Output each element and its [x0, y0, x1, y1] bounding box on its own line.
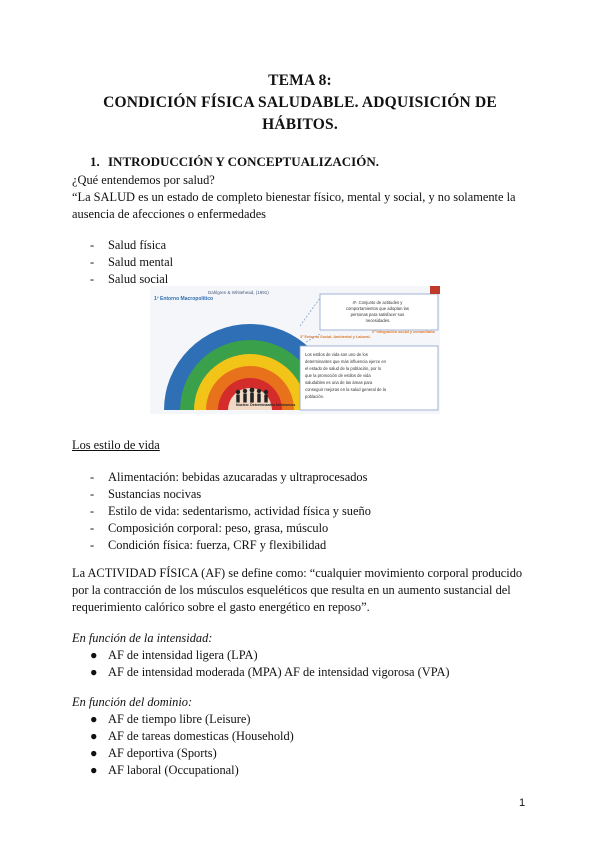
- af-definition-line-1: La ACTIVIDAD FÍSICA (AF) se define como: “cualquier movimiento corporal producido: [72, 566, 523, 580]
- list-item: - Composición corporal: peso, grasa, músculo: [90, 521, 329, 535]
- list-item: ● AF de intensidad moderada (MPA) AF de intensidad vigorosa (VPA): [90, 665, 450, 679]
- list-item: - Alimentación: bebidas azucaradas y ultraprocesados: [90, 470, 368, 484]
- list-item-label: Salud física: [108, 238, 167, 252]
- env2-label: 2º Integración social y comunitaria: [372, 330, 435, 334]
- list-item: ● AF de tiempo libre (Leisure): [90, 712, 251, 726]
- list-item-label: Salud social: [108, 272, 169, 286]
- list-item: - Salud social: [90, 272, 169, 286]
- list-item-label: AF de tiempo libre (Leisure): [108, 712, 251, 726]
- list-item-label: AF deportiva (Sports): [108, 746, 217, 760]
- list-item: ● AF deportiva (Sports): [90, 746, 217, 760]
- section-number: 1.: [90, 154, 100, 169]
- list-item-label: Composición corporal: peso, grasa, músculo: [108, 521, 329, 535]
- list-item-label: Alimentación: bebidas azucaradas y ultraprocesados: [108, 470, 368, 484]
- intensity-heading: En función de la intensidad:: [72, 631, 213, 645]
- health-determinants-figure: [150, 286, 440, 414]
- section-heading: [90, 154, 379, 170]
- list-item: ● AF de tareas domesticas (Household): [90, 729, 294, 743]
- title-line-1: TEMA 8:: [268, 72, 332, 89]
- page-number: 1: [519, 797, 526, 809]
- title-line-2: CONDICIÓN FÍSICA SALUDABLE. ADQUISICIÓN DE: [103, 94, 497, 111]
- health-definition-line-1: “La SALUD es un estado de completo bienestar físico, mental y social, y no solamente la: [72, 190, 516, 204]
- env3-label: 3º Entorno Social, Ambiental y Laboral.: [300, 335, 371, 339]
- logo-icon: [430, 286, 440, 294]
- list-item-label: AF de tareas domesticas (Household): [108, 729, 294, 743]
- list-item: ● AF de intensidad ligera (LPA): [90, 648, 258, 662]
- list-item-label: AF de intensidad moderada (MPA) AF de intensidad vigorosa (VPA): [108, 665, 450, 679]
- figure-env1-label: 1º Entorno Macropolítico: [154, 296, 214, 302]
- list-item: - Sustancias nocivas: [90, 487, 202, 501]
- list-item-label: Salud mental: [108, 255, 174, 269]
- list-item: - Salud mental: [90, 255, 174, 269]
- lifestyle-heading: Los estilo de vida: [72, 438, 160, 452]
- list-item-label: Sustancias nocivas: [108, 487, 202, 501]
- list-item: ● AF laboral (Occupational): [90, 763, 239, 777]
- domain-heading: En función del dominio:: [72, 695, 193, 709]
- list-item-label: AF laboral (Occupational): [108, 763, 239, 777]
- list-item-label: Condición física: fuerza, CRF y flexibilidad: [108, 538, 327, 552]
- figure-description-text: Los estilos de vida son uno de los determinantes que más influencia ejerce en el estado de salud de la población, por lo que la promoción de estilos de vida saludables es una de las áreas para conseguir mejoras en la salud general de la población.: [305, 352, 387, 399]
- af-definition-line-3: requerimiento calórico sobre el gasto energético en reposo”.: [72, 600, 370, 614]
- figure-core-label: Núcleo: Determinantes Intrínsecos: [236, 403, 296, 407]
- af-definition-line-2: por la contracción de los músculos esqueléticos que resulta en un aumento sustancial del: [72, 583, 511, 597]
- question-text: ¿Qué entendemos por salud?: [72, 173, 215, 187]
- list-item: - Salud física: [90, 238, 167, 252]
- title-line-3: HÁBITOS.: [262, 116, 338, 133]
- list-item-label: Estilo de vida: sedentarismo, actividad física y sueño: [108, 504, 371, 518]
- list-item: - Estilo de vida: sedentarismo, actividad física y sueño: [90, 504, 371, 518]
- list-item-label: AF de intensidad ligera (LPA): [108, 648, 258, 662]
- figure-source-label: Dahlgren & Whitehead, (1991): [208, 290, 269, 295]
- section-title: INTRODUCCIÓN Y CONCEPTUALIZACIÓN.: [108, 154, 379, 169]
- health-definition-line-2: ausencia de afecciones o enfermedades: [72, 207, 267, 221]
- list-item: - Condición física: fuerza, CRF y flexibilidad: [90, 538, 327, 552]
- callout-lifestyle-text: 4º. Conjunto de actitudes y comportamientos que adoptan las personas para satisfacer sus necesidades.: [345, 300, 409, 323]
